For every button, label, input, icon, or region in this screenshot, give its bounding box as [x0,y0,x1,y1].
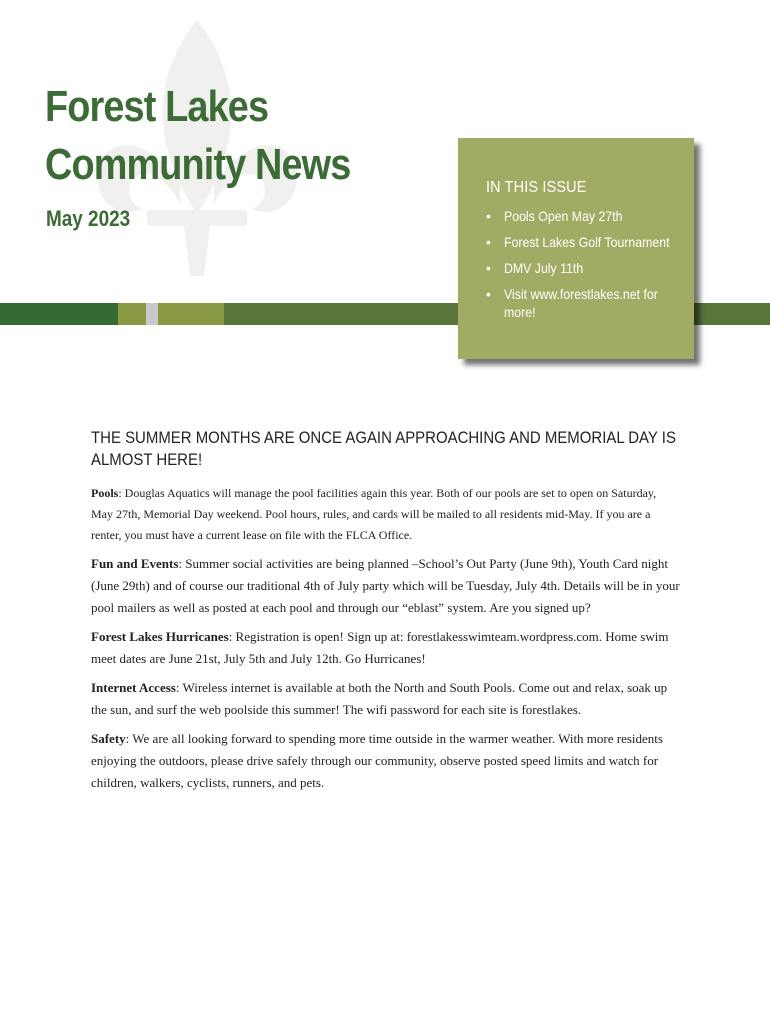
article [91,427,681,801]
list-item: • Visit www.forestlakes.net for more! [486,285,678,321]
newsletter-title [45,78,350,194]
paragraph-fun-and-events [91,553,681,619]
paragraph-safety [91,728,681,794]
paragraph-internet-access [91,677,681,721]
color-band-segment [0,303,118,325]
color-band-segment [146,303,158,325]
paragraph-hurricanes [91,626,681,670]
paragraph-text: : We are all looking forward to spending more time outside in the warmer weather. With more residents enjoying the outdoors, please drive safely through our community, observe posted speed limits and watch for children, walkers, cyclists, runners, and pets. [91,731,663,790]
paragraph-label: Safety [91,731,126,746]
paragraph-pools [91,483,681,546]
paragraph-text: : Registration is open! Sign up at: forestlakesswimteam.wordpress.com. Home swim meet dates are June 21st, July 5th and July 12th. Go Hurricanes! [91,629,669,666]
paragraph-label: Internet Access [91,680,176,695]
article-heading: THE SUMMER MONTHS ARE ONCE AGAIN APPROACHING AND MEMORIAL DAY IS ALMOST HERE! [91,428,676,469]
list-item: • DMV July 11th [486,259,678,277]
list-item: • Pools Open May 27th [486,207,678,225]
paragraph-label: Pools [91,486,119,500]
in-this-issue-list [486,207,678,321]
color-band-segment [158,303,224,325]
newsletter-title-line-1: Forest Lakes [45,82,269,131]
in-this-issue-box [458,138,694,359]
paragraph-text: : Wireless internet is available at both the North and South Pools. Come out and relax, soak up the sun, and surf the web poolside this summer! The wifi password for each site is forestlakes. [91,680,668,717]
paragraph-label: Fun and Events [91,556,179,571]
paragraph-text: : Douglas Aquatics will manage the pool facilities again this year. Both of our pools are set to open on Saturday, May 27th, Memorial Day weekend. Pool hours, rules, and cards will be mailed to all residents mid-May. If you are a renter, you must have a current lease on file with the FLCA Office. [91,486,657,542]
color-band-segment [118,303,146,325]
paragraph-text: : Summer social activities are being planned –School’s Out Party (June 9th), Youth Card night (June 29th) and of course our traditional 4th of July party which will be Tuesday, July 4th. Details will be in your pool mailers as well as posted at each pool and through our “eblast” system. Are you signed up? [91,556,680,615]
newsletter-title-line-2: Community News [45,140,351,189]
list-item: • Forest Lakes Golf Tournament [486,233,678,251]
issue-date: May 2023 [46,206,131,231]
in-this-issue-heading: IN THIS ISSUE [486,179,587,196]
paragraph-label: Forest Lakes Hurricanes [91,629,229,644]
